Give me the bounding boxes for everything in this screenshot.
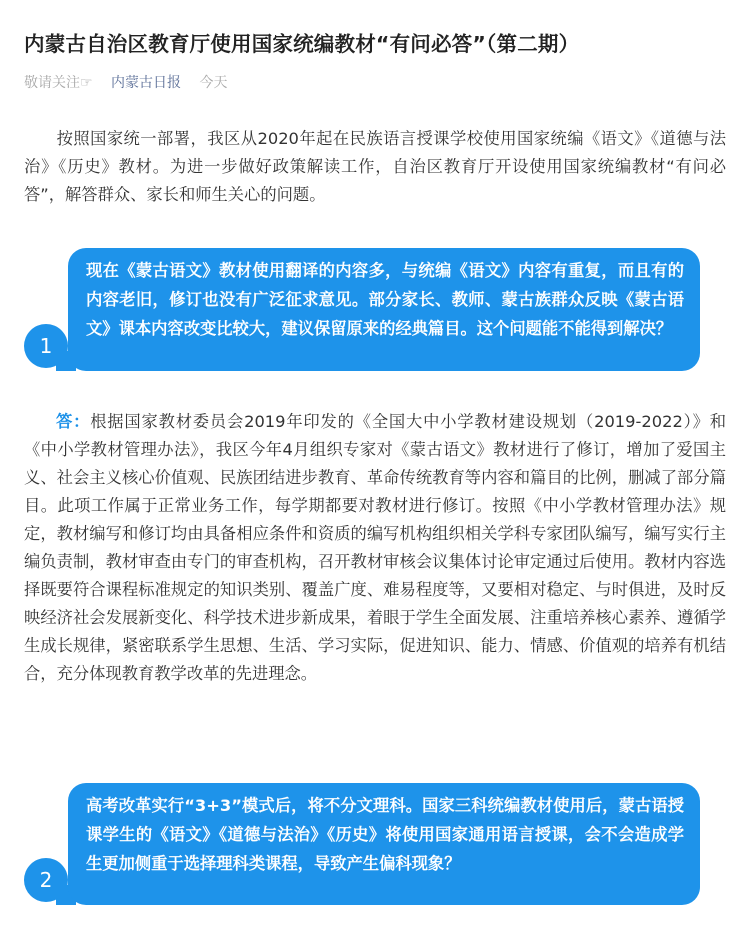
intro-paragraph: 按照国家统一部署，我区从2020年起在民族语言授课学校使用国家统编《语文》《道德与法治》《历史》教材。为进一步做好政策解读工作，自治区教育厅开设使用国家统编教材“有问必答”，解答群众、家长和师生关心的问题。 <box>24 129 726 204</box>
answer-text: 根据国家教材委员会2019年印发的《全国大中小学教材建设规划（2019-2022）》和《中小学教材管理办法》，我区今年4月组织专家对《蒙古语文》教材进行了修订，增加了爱国主义、社会主义核心价值观、民族团结进步教育、革命传统教育等内容和篇目的比例，删减了部分篇目。此项工作属于正常业务工作，每学期都要对教材进行修订。按照《中小学教材管理办法》规定，教材编写和修订均由具备相应条件和资质的编写机构组织相关学科专家团队编写，编写实行主编负责制，教材审查由专门的审查机构，召开教材审核会议集体讨论审定通过后使用。教材内容选择既要符合课程标准规定的知识类别、覆盖广度、难易程度等，又要相对稳定、与时俱进，及时反映经济社会发展新变化、科学技术进步新成果，着眼于学生全面发展、注重培养核心素养、遵循学生成长规律，紧密联系学生思想、生活、学习实际，促进知识、能力、情感、价值观的培养有机结合，充分体现教育教学改革的先进理念。 <box>24 412 726 683</box>
question-1-box: 现在《蒙古语文》教材使用翻译的内容多，与统编《语文》内容有重复，而且有的内容老旧，修订也没有广泛征求意见。部分家长、教师、蒙古族群众反映《蒙古语文》课本内容改变比较大，建议保留原来的经典篇目。这个问题能不能得到解决？ <box>68 248 700 371</box>
publish-time: 今天 <box>199 75 228 91</box>
article-title: 内蒙古自治区教育厅使用国家统编教材“有问必答”（第二期） <box>24 32 580 56</box>
follow-prompt: 敬请关注☞ <box>24 75 93 91</box>
article-meta <box>24 73 241 93</box>
question-2-box: 高考改革实行“3+3”模式后，将不分文理科。国家三科统编教材使用后，蒙古语授课学生的《语文》《道德与法治》《历史》将使用国家通用语言授课，会不会造成学生更加侧重于选择理科类课程，导致产生偏科现象？ <box>68 783 700 905</box>
answer-label: 答： <box>56 412 91 431</box>
question-2-number-badge: 2 <box>24 858 68 902</box>
question-1-number-badge: 1 <box>24 324 68 368</box>
answer-paragraph <box>24 408 726 688</box>
account-link[interactable]: 内蒙古日报 <box>111 75 182 91</box>
